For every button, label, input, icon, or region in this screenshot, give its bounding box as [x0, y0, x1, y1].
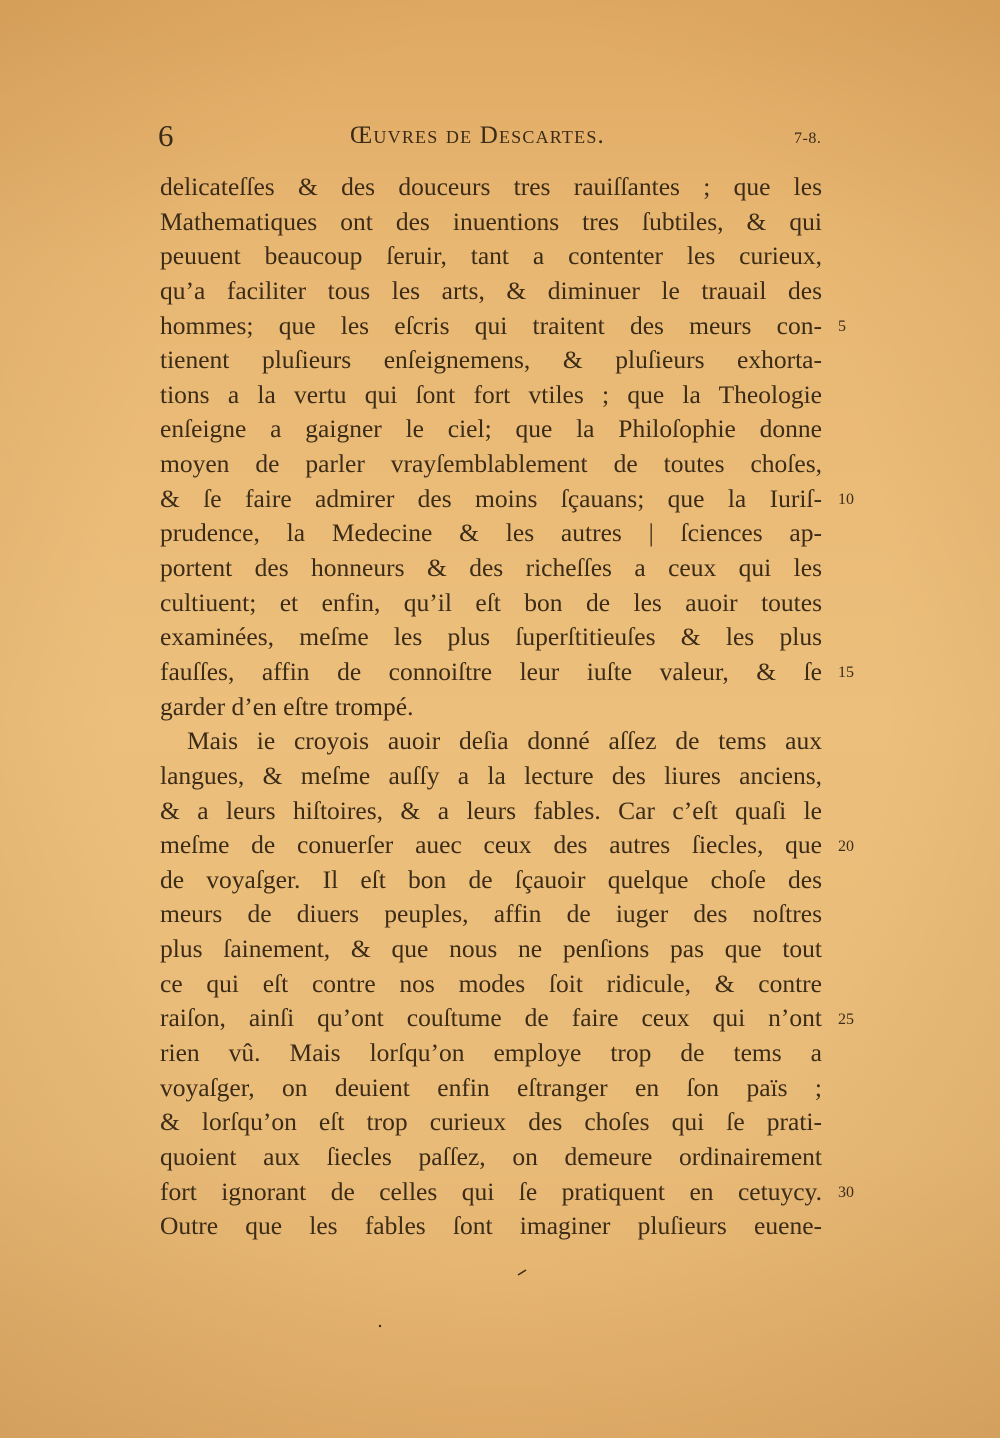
paragraph-start-line: Mais ie croyois auoir deſia donné aſſez de tems aux [187, 726, 822, 756]
margin-line-number: 20 [838, 838, 854, 855]
text-line: tions a la vertu qui ſont fort vtiles ; que la Theologie [160, 379, 822, 409]
running-title: Œuvres de Descartes. [350, 122, 605, 149]
text-line: Outre que les fables ſont imaginer pluſieurs euene- [160, 1211, 822, 1241]
text-line: rien vû. Mais lorſqu’on employe trop de tems a [160, 1038, 822, 1068]
page-number: 6 [158, 118, 174, 153]
ink-speck [518, 1270, 526, 1275]
text-line: cultiuent; et enfin, qu’il eſt bon de les auoir toutes [160, 587, 822, 617]
text-line: quoient aux ſiecles paſſez, on demeure ordinairement [160, 1141, 822, 1171]
body-text [160, 170, 822, 1244]
page-reference: 7-8. [794, 130, 822, 147]
text-line: meurs de diuers peuples, affin de iuger des noſtres [160, 899, 822, 929]
text-line: delicateſſes & des douceurs tres rauiſſantes ; que les [160, 172, 822, 201]
text-line: & a leurs hiſtoires, & a leurs fables. Car c’eſt quaſi le [160, 795, 822, 825]
margin-line-number: 15 [838, 664, 854, 681]
text-line: plus ſainement, & que nous ne penſions pas que tout [160, 934, 822, 964]
text-line: Mathematiques ont des inuentions tres ſubtiles, & qui [160, 206, 822, 236]
text-line: moyen de parler vrayſemblablement de toutes choſes, [160, 449, 822, 479]
ink-speck [379, 1325, 381, 1327]
text-line: peuuent beaucoup ſeruir, tant a contenter les curieux, [160, 241, 822, 271]
text-line: enſeigne a gaigner le ciel; que la Philoſophie donne [160, 414, 822, 444]
text-line: hommes; que les eſcris qui traitent des meurs con- [160, 310, 822, 340]
text-line: & lorſqu’on eſt trop curieux des choſes qui ſe prati- [160, 1107, 822, 1137]
text-line: portent des honneurs & des richeſſes a ceux qui les [160, 553, 822, 583]
text-line: fauſſes, affin de connoiſtre leur iuſte valeur, & ſe [160, 656, 822, 686]
margin-line-number: 5 [838, 318, 846, 335]
text-line: de voyaſger. Il eſt bon de ſçauoir quelque choſe des [160, 864, 822, 894]
text-line: ce qui eſt contre nos modes ſoit ridicule, & contre [160, 968, 822, 998]
text-line: tienent pluſieurs enſeignemens, & pluſieurs exhorta- [160, 345, 822, 375]
text-line: qu’a faciliter tous les arts, & diminuer le trauail des [160, 275, 822, 305]
margin-line-number: 30 [838, 1184, 854, 1201]
page-header [158, 118, 828, 158]
text-line: fort ignorant de celles qui ſe pratiquent en cetuycy. [160, 1176, 822, 1206]
margin-line-number: 25 [838, 1011, 854, 1028]
text-line: raiſon, ainſi qu’ont couſtume de faire ceux qui n’ont [160, 1003, 822, 1033]
text-line: voyaſger, on deuient enfin eſtranger en ſon païs ; [160, 1072, 822, 1102]
margin-line-number: 10 [838, 491, 854, 508]
text-line: & ſe faire admirer des moins ſçauans; que la Iuriſ- [160, 483, 822, 513]
text-line: prudence, la Medecine & les autres | ſciences ap- [160, 518, 822, 548]
paragraph-end-line: garder d’en eſtre trompé. [160, 691, 414, 721]
text-line: examinées, meſme les plus ſuperſtitieuſes & les plus [160, 622, 822, 652]
text-line: langues, & meſme auſſy a la lecture des liures anciens, [160, 760, 822, 790]
text-line: meſme de conuerſer auec ceux des autres ſiecles, que [160, 830, 822, 860]
